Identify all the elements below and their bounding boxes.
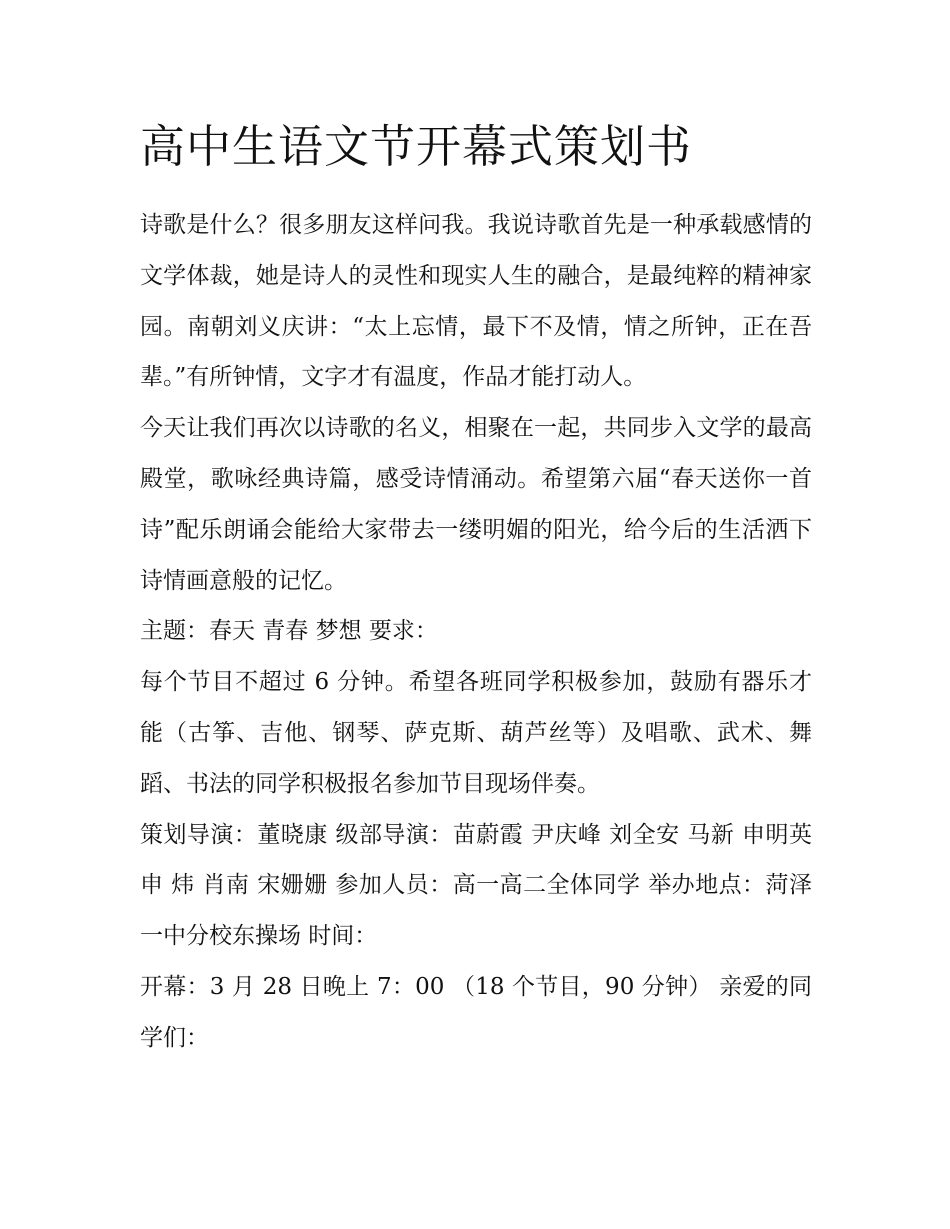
opening-paragraph: 开幕：3 月 28 日晚上 7：00 （18 个节目，90 分钟） 亲爱的同学们： xyxy=(140,973,812,1051)
staff-paragraph: 策划导演：董晓康 级部导演：苗蔚霞 尹庆峰 刘全安 马新 申明英 申 炜 肖南 宋姗姗 参加人员：高一高二全体同学 举办地点：菏泽一中分校东操场 时间： xyxy=(140,821,812,950)
welcome-paragraph: 今天让我们再次以诗歌的名义，相聚在一起，共同步入文学的最高殿堂，歌咏经典诗篇，感受诗情涌动。希望第六届“春天送你一首诗”配乐朗诵会能给大家带去一缕明媚的阳光，给今后的生活洒下诗情画意般的记忆。 xyxy=(140,415,812,594)
document-title: 高中生语文节开幕式策划书 xyxy=(140,120,693,173)
theme-paragraph: 主题：春天 青春 梦想 要求： xyxy=(140,618,438,645)
intro-paragraph: 诗歌是什么？很多朋友这样问我。我说诗歌首先是一种承载感情的文学体裁，她是诗人的灵性和现实人生的融合，是最纯粹的精神家园。南朝刘义庆讲：“太上忘情，最下不及情，情之所钟，正在吾辈。”有所钟情，文字才有温度，作品才能打动人。 xyxy=(140,212,812,391)
document-page xyxy=(140,112,812,1064)
requirements-paragraph: 每个节目不超过 6 分钟。希望各班同学积极参加，鼓励有器乐才能（古筝、吉他、钢琴、萨克斯、葫芦丝等）及唱歌、武术、舞蹈、书法的同学积极报名参加节目现场伴奏。 xyxy=(140,669,812,797)
